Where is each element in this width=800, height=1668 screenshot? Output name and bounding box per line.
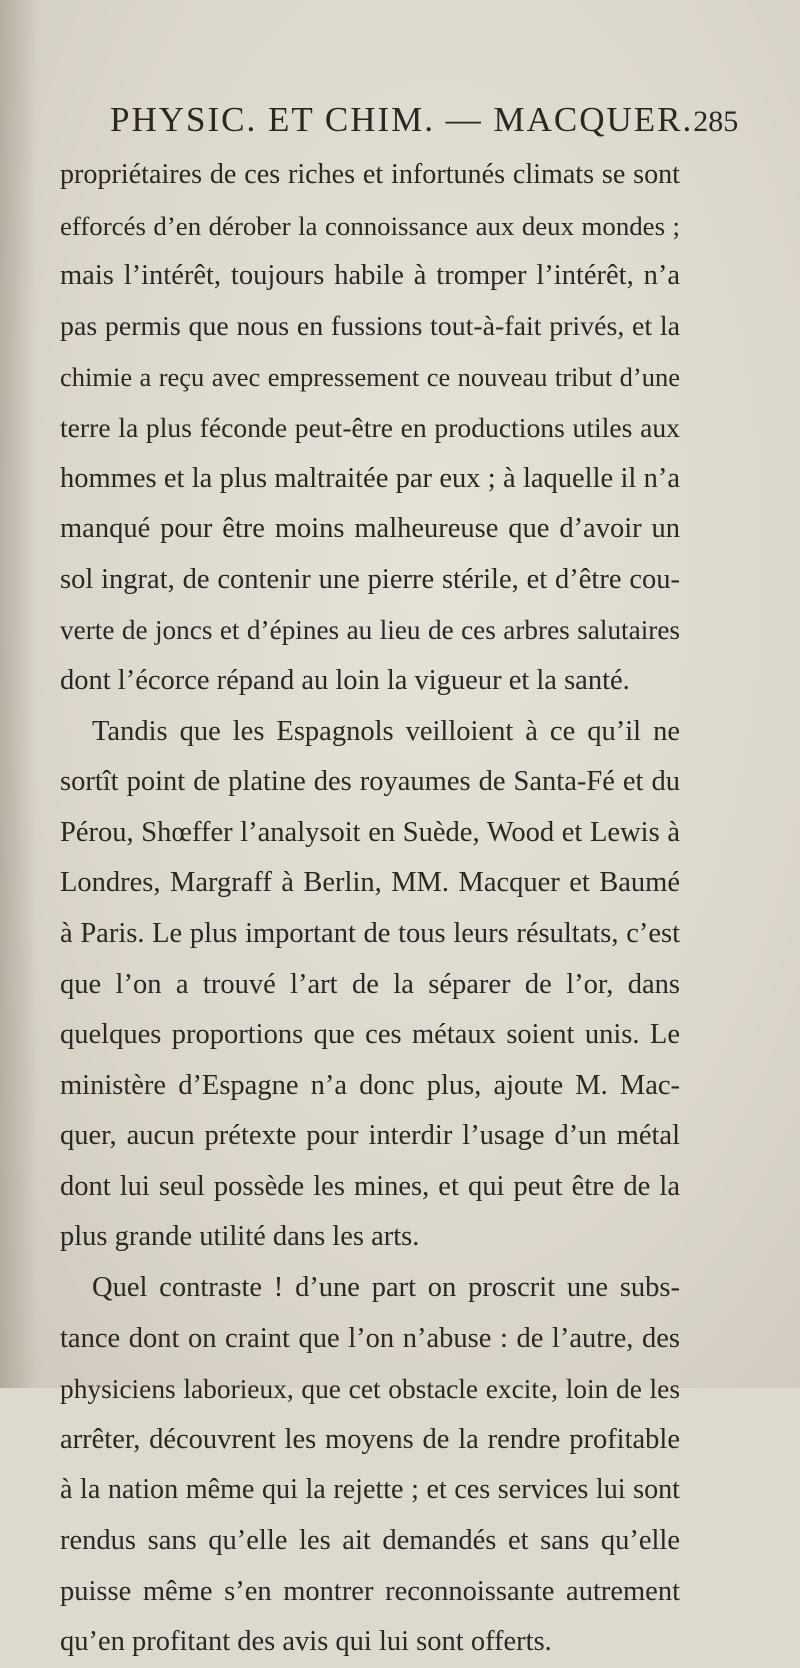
text-line: quelques proportions que ces métaux soient unis. Le bbox=[60, 1019, 680, 1051]
text-line: terre la plus féconde peut-être en productions utiles aux bbox=[60, 411, 680, 443]
running-title: PHYSIC. ET CHIM. — MACQUER. bbox=[110, 100, 694, 139]
paragraph-start-line: Quel contraste ! d’une part on proscrit une subs- bbox=[92, 1272, 680, 1304]
text-line: tance dont on craint que l’on n’abuse : de l’autre, des bbox=[60, 1322, 680, 1354]
text-line: hommes et la plus maltraitée par eux ; à laquelle il n’a bbox=[60, 462, 680, 494]
body-text bbox=[60, 150, 680, 1668]
text-line: quer, aucun prétexte pour interdir l’usage d’un métal bbox=[60, 1120, 680, 1152]
text-line: propriétaires de ces riches et infortunés climats se sont bbox=[60, 159, 680, 190]
text-line: pas permis que nous en fussions tout-à-fait privés, et la bbox=[60, 310, 680, 342]
spine-shadow bbox=[0, 0, 38, 1388]
text-line: dont lui seul possède les mines, et qui peut être de la bbox=[60, 1170, 680, 1202]
text-line: physiciens laborieux, que cet obstacle excite, loin de les bbox=[60, 1374, 680, 1405]
text-line: efforcés d’en dérober la connoissance aux deux mondes ; bbox=[60, 210, 680, 241]
text-line: Londres, Margraff à Berlin, MM. Macquer et Baumé bbox=[60, 867, 680, 899]
text-line: plus grande utilité dans les arts. bbox=[60, 1221, 420, 1253]
text-line: à la nation même qui la rejette ; et ces services lui sont bbox=[60, 1474, 680, 1506]
text-line: rendus sans qu’elle les ait demandés et sans qu’elle bbox=[60, 1525, 680, 1557]
text-line: à Paris. Le plus important de tous leurs résultats, c’est bbox=[60, 917, 680, 949]
text-line: puisse même s’en montrer reconnoissante autrement bbox=[60, 1575, 680, 1607]
text-line: chimie a reçu avec empressement ce nouveau tribut d’une bbox=[60, 362, 680, 393]
text-line: dont l’écorce répand au loin la vigueur et la santé. bbox=[60, 664, 630, 696]
text-line: mais l’intérêt, toujours habile à tromper l’intérêt, n’a bbox=[60, 260, 680, 292]
text-line: ministère d’Espagne n’a donc plus, ajoute M. Mac- bbox=[60, 1069, 680, 1101]
text-line: arrêter, découvrent les moyens de la rendre profitable bbox=[60, 1423, 680, 1455]
text-line: sortît point de platine des royaumes de Santa-Fé et du bbox=[60, 766, 680, 798]
text-line: manqué pour être moins malheureuse que d’avoir un bbox=[60, 513, 680, 545]
text-line: Pérou, Shœffer l’analysoit en Suède, Wood et Lewis à bbox=[60, 816, 680, 848]
page-header bbox=[110, 100, 739, 140]
text-line: qu’en profitant des avis qui lui sont offerts. bbox=[60, 1626, 552, 1658]
text-line: verte de joncs et d’épines au lieu de ces arbres salutaires bbox=[60, 615, 680, 646]
text-line: sol ingrat, de contenir une pierre stérile, et d’être cou- bbox=[60, 563, 680, 595]
paragraph-start-line: Tandis que les Espagnols veilloient à ce qu’il ne bbox=[92, 715, 680, 747]
page-number: 285 bbox=[693, 105, 739, 138]
text-line: que l’on a trouvé l’art de la séparer de l’or, dans bbox=[60, 968, 680, 1000]
